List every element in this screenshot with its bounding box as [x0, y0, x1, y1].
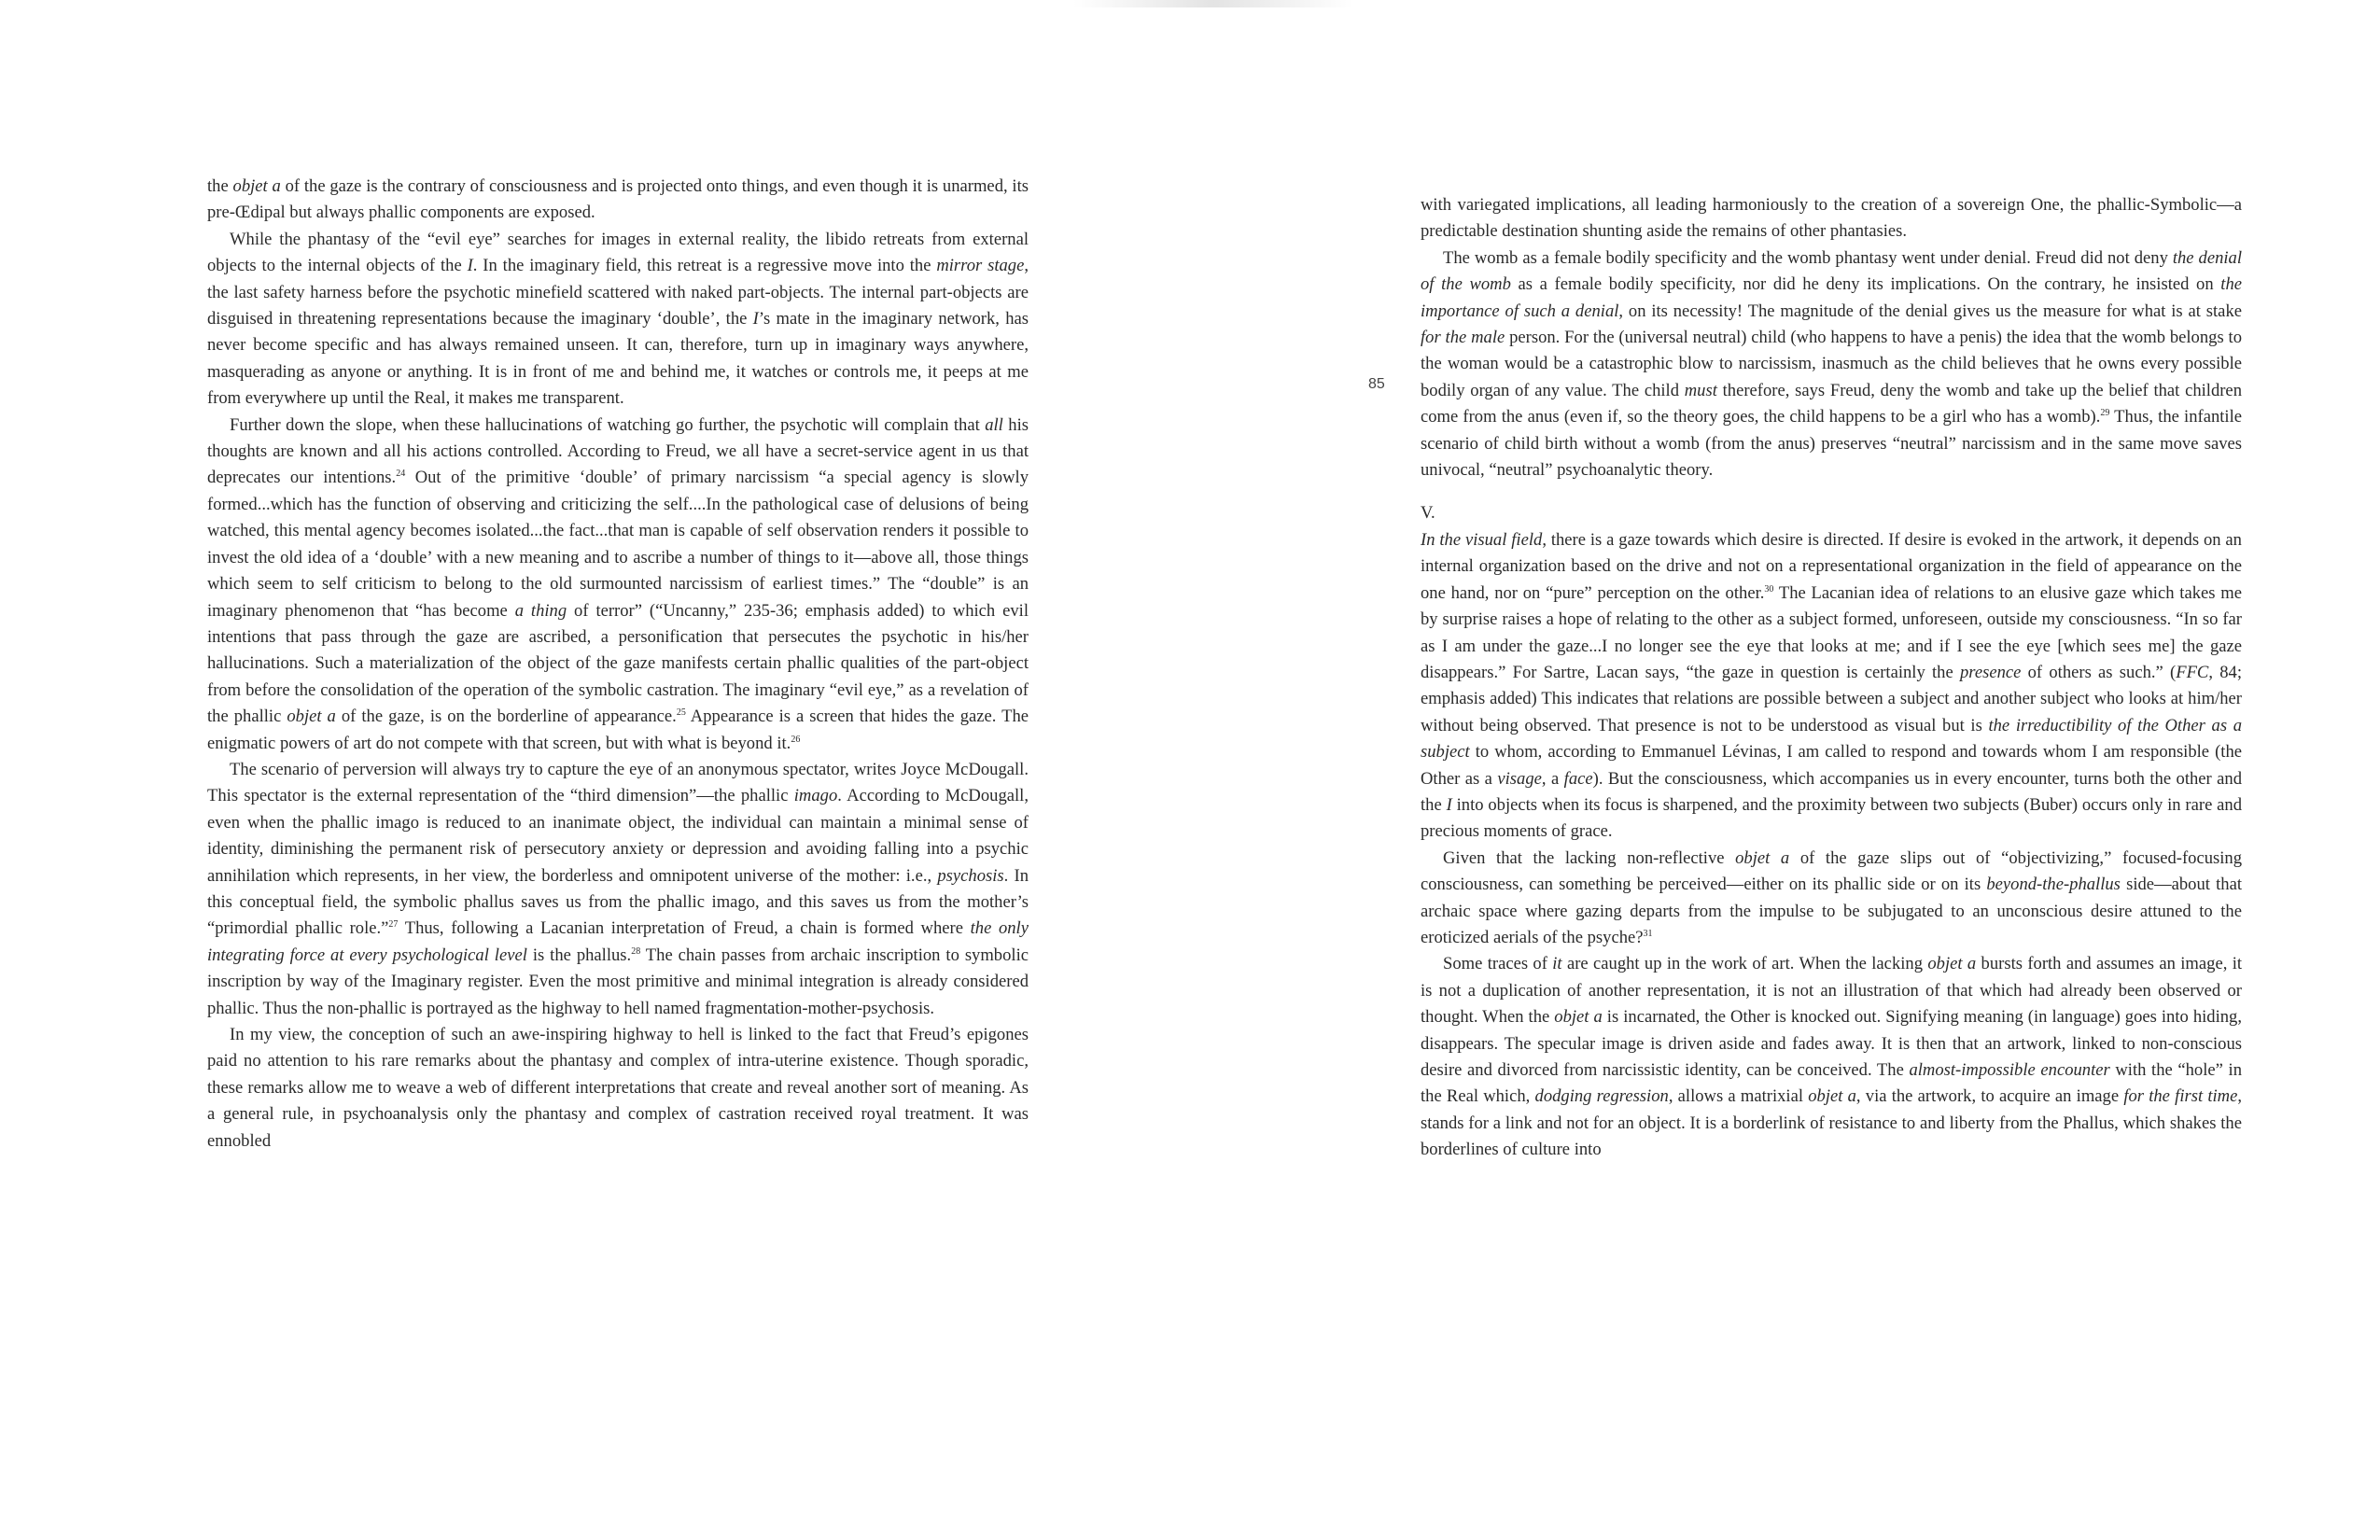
right-page-body-bottom [1421, 527, 2242, 1164]
paragraph: The womb as a female bodily specificity and the womb phantasy went under denial. Freud did not deny the denial of the womb as a female bodily specificity, nor did he deny its implications. On the contrary, he insisted on the importance of such a denial, on its necessity! The magnitude of the denial gives us the measure for what is at stake for the male person. For the (universal neutral) child (who happens to have a penis) the idea that the womb belongs to the woman would be a catastrophic blow to narcissism, inasmuch as the child believes that he owns every possible bodily organ of any value. The child must therefore, says Freud, deny the womb and take up the belief that children come from the anus (even if, so the theory goes, the child happens to be a girl who has a womb).$^{29}$ Thus, the infantile scenario of child birth without a womb (from the anus) preserves “neutral” narcissism and in the same move saves univocal, “neutral” psychoanalytic theory. [1421, 247, 2243, 481]
italic-text: the denial of the womb [1421, 247, 2243, 295]
italic-text: FFC [2176, 662, 2209, 682]
paragraph: The scenario of perversion will always try to capture the eye of an anonymous spectator, writes Joyce McDougall. This spectator is the external representation of the “third dimension”—the phallic imago. According to McDougall, even when the phallic imago is reduced to an inanimate object, the individual can maintain a minimal sense of identity, diminishing the permanent risk of persecutory anxiety or depression and avoiding falling into a psychic annihilation which represents, in her view, the borderless and omnipotent universe of the mother: i.e., psychosis. In this conceptual field, the symbolic phallus saves us from the phallic imago, and this saves us from the mother’s “primordial phallic role.”$^{27}$ Thus, following a Lacanian interpretation of Freud, a chain is formed where the only integrating force at every psychological level is the phallus.$^{28}$ The chain passes from archaic inscription to symbolic inscription by way of the Imaginary register. Even the most primitive and minimal integration is already considered phallic. Thus the non-phallic is portrayed as the highway to hell named fragmentation-mother-psychosis. [207, 759, 1029, 1018]
italic-text: I [1446, 794, 1452, 815]
section-gap [1421, 483, 2242, 500]
italic-text: visage [1497, 768, 1542, 789]
italic-text: a thing [514, 600, 567, 621]
footnote-ref: 27 [388, 919, 399, 931]
italic-text: mirror stage [936, 256, 1025, 276]
footnote-ref: 29 [2100, 408, 2110, 419]
italic-text: objet a [287, 707, 336, 727]
paragraph: the objet a of the gaze is the contrary of consciousness and is projected onto things, and even though it is unarmed, its pre-Œdipal but always phallic components are exposed. [207, 176, 1029, 223]
italic-text: the importance of such a denial [1421, 274, 2243, 321]
paragraph: While the phantasy of the “evil eye” searches for images in external reality, the libido retreats from external objects to the internal objects of the I. In the imaginary field, this retreat is a regressive move into the mirror stage, the last safety harness before the psychotic minefield scattered with naked part-objects. The internal part-objects are disguised in threatening representations because the imaginary ‘double’, the I’s mate in the imaginary network, has never become specific and has always remained unseen. It can, therefore, turn up in imaginary ways anywhere, masquerading as anyone or anything. It is in front of me and behind me, it watches or controls me, it peeps at me from everywhere up until the Real, it makes me transparent. [207, 229, 1029, 409]
paragraph: Further down the slope, when these hallucinations of watching go further, the psychotic will complain that all his thoughts are known and all his actions controlled. According to Freud, we all have a secret-service agent in us that deprecates our intentions.$^{24}$ Out of the primitive ‘double’ of primary narcissism “a special agency is slowly formed...which has the function of observing and criticizing the self....In the pathological case of delusions of being watched, this mental agency becomes isolated...the fact...that man is capable of self observation renders it possible to invest the old idea of a ‘double’ with a new meaning and to ascribe a number of things to it—above all, those things which seem to self criticism to belong to the old surmounted narcissism of earliest times.” The “double” is an imaginary phenomenon that “has become a thing of terror” (“Uncanny,” 235-36; emphasis added) to which evil intentions that pass through the gaze are ascribed, a personification that persecutes the psychotic in his/her hallucinations. Such a materialization of the object of the gaze manifests certain phallic qualities of the part-object from before the consolidation of the operation of the symbolic castration. The imaginary “evil eye,” as a revelation of the phallic objet a of the gaze, is on the borderline of appearance.$^{25}$ Appearance is a screen that hides the gaze. The enigmatic powers of art do not compete with that screen, but with what is beyond it.$^{26}$ [207, 414, 1029, 753]
paragraph: with variegated implications, all leading harmoniously to the creation of a sovereign One, the phallic-Symbolic—a predictable destination shunting aside the remains of other phantasies. [1421, 195, 2242, 242]
italic-text: dodging regression [1534, 1086, 1669, 1107]
paragraph: In my view, the conception of such an awe-inspiring highway to hell is linked to the fact that Freud’s epigones paid no attention to his rare remarks about the phantasy and complex of intra-uterine existence. Though sporadic, these remarks allow me to weave a web of different interpretations that create and reveal another sort of meaning. As a general rule, in psychoanalysis only the phantasy and complex of castration received royal treatment. It was ennobled [207, 1025, 1029, 1151]
italic-text: objet a [1735, 847, 1790, 868]
footnote-ref: 30 [1764, 583, 1774, 595]
paragraph: In the visual field, there is a gaze towards which desire is directed. If desire is evoked in the artwork, it depends on an internal organization based on the drive and not on a representational organization in the field of appearance on the one hand, nor on “pure” perception on the other.$^{30}$ The Lacanian idea of relations to an elusive gaze which takes me by surprise raises a hope of relating to the other as a subject formed, unforeseen, outside my consciousness. “In so far as I am under the gaze...I no longer see the eye that looks at me; and if I see the eye [which sees me] the gaze disappears.” For Sartre, Lacan says, “the gaze in question is certainly the presence of others as such.” (FFC, 84; emphasis added) This indicates that relations are possible between a subject and another subject who looks at him/her without being observed. That presence is not to be understood as visual but is the irreductibility of the Other as a subject to whom, according to Emmanuel Lévinas, I am called to respond and towards whom I am responsible (the Other as a visage, a face). But the consciousness, which accompanies us in every encounter, turns both the other and the I into objects when its focus is sharpened, and the proximity between two subjects (Buber) occurs only in rare and precious moments of grace. [1421, 529, 2243, 842]
left-page [207, 174, 1029, 1155]
italic-text: almost-impossible encounter [1909, 1060, 2110, 1080]
italic-text: the irreductibility of the Other as a subject [1421, 715, 2242, 763]
section-heading: V. [1421, 503, 1435, 524]
italic-text: it [1552, 954, 1562, 974]
italic-text: all [985, 414, 1003, 435]
footnote-ref: 26 [791, 734, 801, 745]
italic-text: face [1563, 768, 1593, 789]
italic-text: psychosis [937, 865, 1004, 886]
italic-text: I [752, 309, 759, 329]
footnote-ref: 24 [396, 469, 406, 480]
italic-text: objet a [1554, 1007, 1603, 1028]
italic-text: beyond-the-phallus [1986, 875, 2121, 895]
scan-shadow [1073, 0, 1353, 7]
left-page-body [207, 174, 1029, 1155]
footnote-ref: 31 [1643, 928, 1653, 939]
right-page-body-top [1421, 192, 2242, 483]
italic-text: I [467, 256, 473, 276]
page-number: 85 [1368, 376, 1385, 392]
italic-text: objet a [1808, 1086, 1856, 1107]
italic-text: imago [793, 786, 838, 806]
italic-text: objet a [1927, 954, 1977, 974]
paragraph: Some traces of it are caught up in the work of art. When the lacking objet a bursts forth and assumes an image, it is not a duplication of another representation, it is not an illustration of that which had already been observed or thought. When the objet a is incarnated, the Other is knocked out. Signifying meaning (in language) goes into hiding, disappears. The specular image is driven aside and fades away. It is then that an artwork, linked to non-conscious desire and divorced from narcissistic identity, can be conceived. The almost-impossible encounter with the “hole” in the Real which, dodging regression, allows a matrixial objet a, via the artwork, to acquire an image for the first time, stands for a link and not for an object. It is a borderlink of resistance to and liberty from the Phallus, which shakes the borderlines of culture into [1421, 954, 2243, 1160]
footnote-ref: 28 [631, 945, 641, 957]
footnote-ref: 25 [676, 707, 686, 718]
italic-text: for the first time [2123, 1086, 2238, 1107]
italic-text: must [1684, 380, 1717, 400]
italic-text: objet a [232, 176, 281, 196]
italic-text: the only integrating force at every psychological level [207, 918, 1029, 965]
right-page [1421, 192, 2242, 1164]
italic-text: In the visual field [1421, 529, 1543, 550]
italic-text: presence [1959, 662, 2022, 682]
paragraph: Given that the lacking non-reflective objet a of the gaze slips out of “objectivizing,” focused-focusing consciousness, can something be perceived—either on its phallic side or on its beyond-the-phallus side—about that archaic space where gazing departs from the impulse to be subjugated to an unconscious desire attuned to the eroticized aerials of the psyche?$^{31}$ [1421, 847, 2242, 947]
italic-text: for the male [1421, 328, 1505, 348]
